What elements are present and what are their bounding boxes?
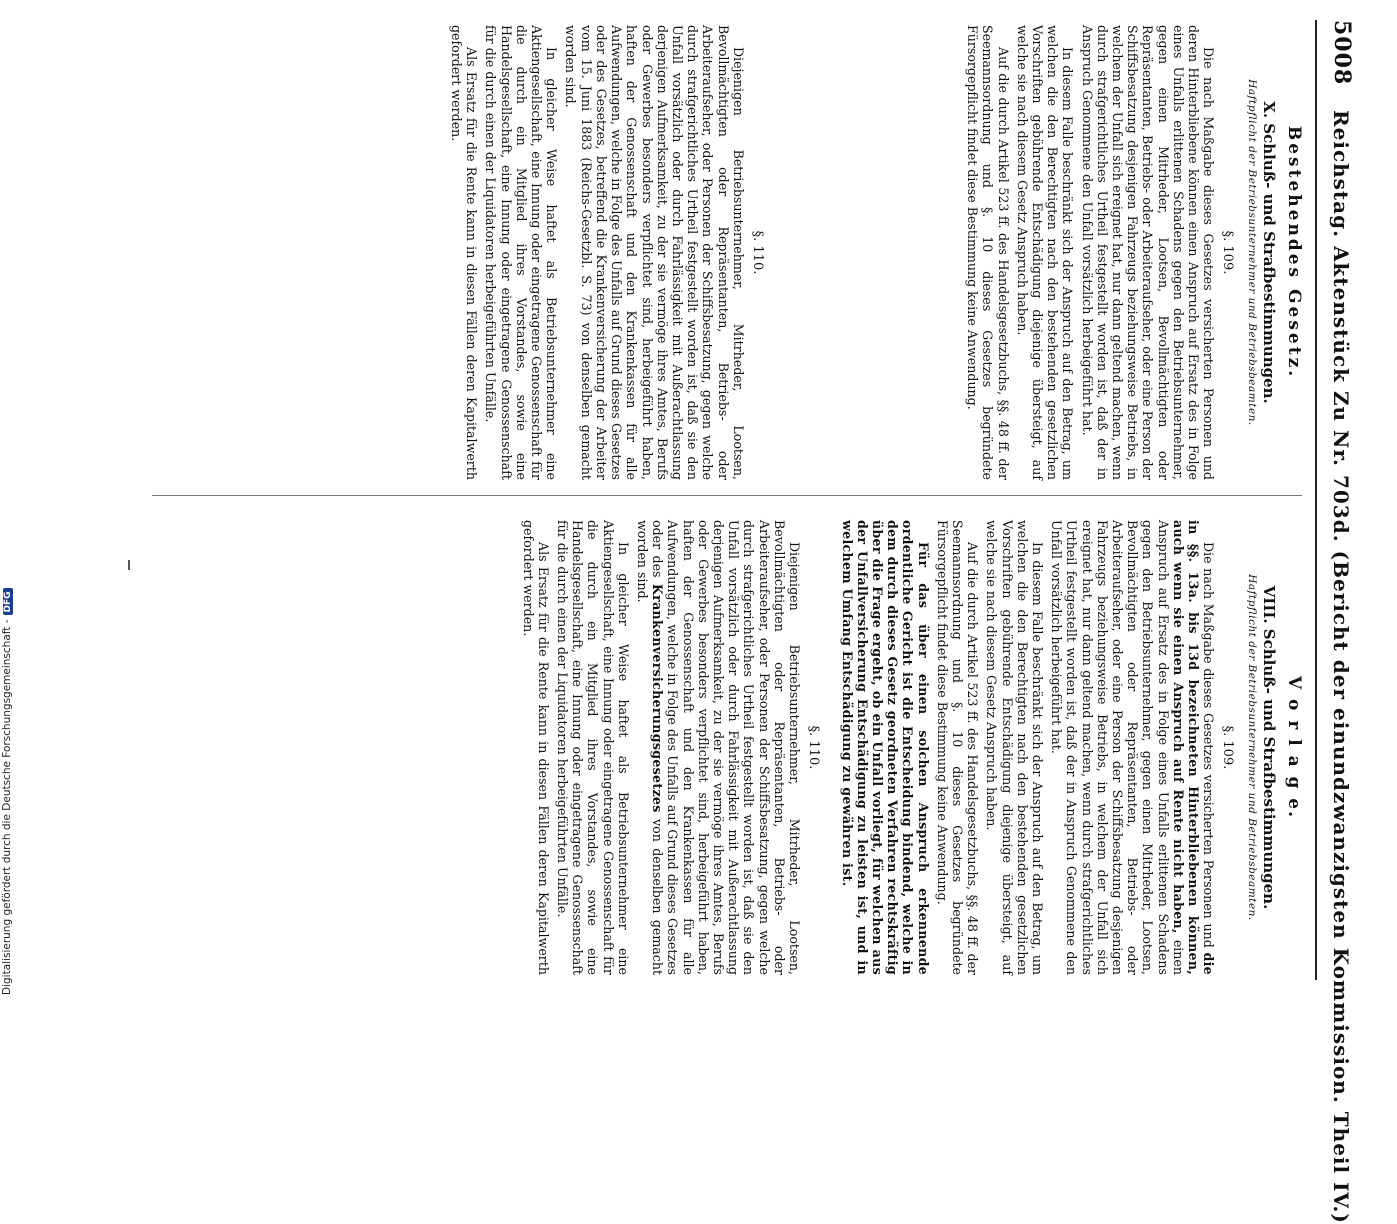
amended-text: Krankenversicherungsgesetzes (650, 583, 666, 813)
paragraph-text (635, 520, 802, 975)
paragraph-text (1049, 520, 1216, 975)
section-title: VIII. Schluß- und Strafbestimmungen. (1259, 585, 1278, 910)
paragraph-text: Auf die durch Artikel 523 ff. des Handelsgesetzbuchs, §§. 48 ff. der Seemannsordnung und §. 10 dieses Gesetzes begründete Fürsorgepflicht findet diese Bestimmung keine Anwendung. (934, 520, 981, 975)
paragraph-text: In gleicher Weise haftet als Betriebsunternehmer eine Aktiengesellschaft, eine Innung oder eingetragene Genossenschaft für die durch ein Mitglied ihres Vorstandes, sowie eine Handelsgesellschaft, eine Innung oder eingetragene Genossenschaft für die durch einen der Liquidatoren herbeigeführten Unfälle. (483, 25, 560, 480)
column-proposal (516, 520, 1307, 975)
paragraph-label: §. 109. (1220, 725, 1236, 770)
column-heading: V o r l a g e. (1284, 675, 1304, 820)
digitization-credit (1, 591, 15, 995)
paragraph-text: Als Ersatz für die Rente kann in diesen Fällen deren Kapitalwerth gefordert werden. (520, 520, 551, 975)
section-subtitle: Haftpflicht der Betriebsunternehmer und Betriebsbeamten. (1245, 79, 1258, 426)
paragraph-text: In diesem Falle beschränkt sich der Anspruch auf den Betrag, um welchen die den Berechtigten nach den bestehenden gesetzlichen Vorschriften gebührende Entschädigung diejenige übersteigt, auf welche sie nach diesem Gesetz Anspruch haben. (984, 520, 1045, 975)
scan-mark (128, 560, 130, 570)
page-number: 5008 (1329, 20, 1355, 86)
blank-space (827, 520, 835, 975)
digitization-note: Digitalisierung gefördert durch die Deutsche Forschungsgemeinschaft - (1, 619, 13, 995)
dfg-logo-icon: DFG (3, 588, 13, 615)
text-run: einen Anspruch auf Ersatz des in Folge eines Unfalls erlittenen Schadens gegen den Betriebsunternehmer, gegen einen Mitrheder, Lootsen, Bevollmächtigten oder Repräsentanten, Betriebs- oder Arbeiteraufseher, oder eine Person der Schiffsbesatzung desjenigen Fahrzeugs beziehungsweise Betriebs, in welchem der Unfall sich ereignet hat, nur dann geltend machen, wenn durch strafgerichtliches Urtheil festgestellt worden ist, daß der in Anspruch Genommene den Unfall vorsätzlich herbeigeführt hat. (1049, 520, 1186, 975)
column-divider (152, 495, 1302, 496)
running-header: Reichstag. Aktenstück Zu Nr. 703d. (Bericht der einundzwanzigsten Kommission. Theil IV.) (1329, 110, 1353, 1224)
header-rule (1315, 20, 1317, 980)
paragraph-text: Als Ersatz für die Rente kann in diesen Fällen deren Kapitalwerth gefordert werden. (449, 25, 480, 480)
text-run: Die nach Maßgabe dieses Gesetzes versicherten Personen und (1201, 542, 1217, 948)
paragraph-label: §. 110. (749, 230, 765, 275)
section-title: X. Schluß- und Strafbestimmungen. (1259, 101, 1278, 404)
section-subtitle: Haftpflicht der Betriebsunternehmer und Betriebsbeamten. (1245, 574, 1258, 921)
paragraph-text: Die nach Maßgabe dieses Gesetzes versicherten Personen und deren Hinterbliebene können einen Anspruch auf Ersatz des in Folge eines Unfalls erlittenen Schadens gegen den Betriebsunternehmer, gegen einen Mitrheder, Lootsen, Bevollmächtigten oder Repräsentanten, Betriebs- oder Arbeiteraufseher, oder eine Person der Schiffsbesatzung desjenigen Fahrzeugs beziehungsweise Betriebs, in welchem der Unfall sich ereignet hat, nur dann geltend machen, wenn durch strafgerichtliches Urtheil festgestellt worden ist, daß der in Anspruch Genommene den Unfall vorsätzlich herbeigeführt hat. (1079, 25, 1217, 480)
amended-text: die in §§. 13a. bis 13d bezeichneten Hinterbliebenen können, auch wenn sie einen Anspruch auf Rente nicht haben, (1170, 520, 1217, 975)
paragraph-label: §. 110. (806, 725, 822, 770)
amended-paragraph: Für das über einen solchen Anspruch erkennende ordentliche Gericht ist die Entscheidung bindend, welche in dem durch dieses Gesetz geordneten Verfahren rechtskräftig über die Frage ergeht, ob ein Unfall vorliegt, für welchen aus der Unfallversicherung Entschädigung zu leisten ist, und in welchem Umfang Entschädigung zu gewähren ist. (839, 520, 931, 975)
paragraph-text: In diesem Falle beschränkt sich der Anspruch auf den Betrag, um welchen die den Berechtigten nach den bestehenden gesetzlichen Vorschriften gebührende Entschädigung diejenige übersteigt, auf welche sie nach diesem Gesetz Anspruch haben. (1014, 25, 1076, 480)
text-run: Diejenigen Betriebsunternehmer, Mitrheder, Lootsen, Bevollmächtigten oder Repräsentanten, Betriebs- oder Arbeiteraufseher, oder Personen der Schiffsbesatzung, gegen welche durch strafgerichtliches Urtheil festgestellt worden ist, daß sie den Unfall vorsätzlich oder durch Fahrlässigkeit mit Außerachtlassung derjenigen Aufmerksamkeit, zu der sie vermöge ihres Amtes, Berufs oder Gewerbes besonders verpflichtet sind, herbeigeführt haben, haften der Genossenschaft und den Krankenkassen für alle Aufwendungen, welche in Folge des Unfalls auf Grund dieses Gesetzes oder des (650, 520, 803, 975)
text-run: von denselben gemacht worden sind. (635, 520, 666, 976)
paragraph-text: In gleicher Weise haftet als Betriebsunternehmer eine Aktiengesellschaft, eine Innung oder eingetragene Genossenschaft für die durch ein Mitglied ihres Vorstandes, sowie eine Handelsgesellschaft, eine Innung oder eingetragene Genossenschaft für die durch einen der Liquidatoren herbeigeführten Unfälle. (555, 520, 631, 975)
paragraph-label: §. 109. (1220, 230, 1236, 275)
paragraph-text: Diejenigen Betriebsunternehmer, Mitrheder, Lootsen, Bevollmächtigten oder Repräsentanten, Betriebs- oder Arbeiteraufseher, oder Personen der Schiffsbesatzung, gegen welche durch strafgerichtliches Urtheil festgestellt worden ist, daß sie den Unfall vorsätzlich oder durch Fahrlässigkeit mit Außerachtlassung derjenigen Aufmerksamkeit, zu der sie vermöge ihres Amtes, Berufs oder Gewerbes besonders verpflichtet sind, herbeigeführt haben, haften der Genossenschaft und den Krankenkassen für alle Aufwendungen, welche in Folge des Unfalls auf Grund dieses Gesetzes oder des Gesetzes, betreffend die Krankenversicherung der Arbeiter vom 15. Juni 1883 (Reichs-Gesetzbl. S. 73) von denselben gemacht worden sind. (563, 25, 746, 480)
column-existing-law (445, 25, 1307, 480)
column-heading: Bestehendes Gesetz. (1284, 125, 1304, 380)
paragraph-text: Auf die durch Artikel 523 ff. des Handelsgesetzbuchs, §§. 48 ff. der Seemannsordnung und §. 10 dieses Gesetzes begründete Fürsorgepflicht findet diese Bestimmung keine Anwendung. (965, 25, 1011, 480)
blank-space (771, 25, 961, 480)
